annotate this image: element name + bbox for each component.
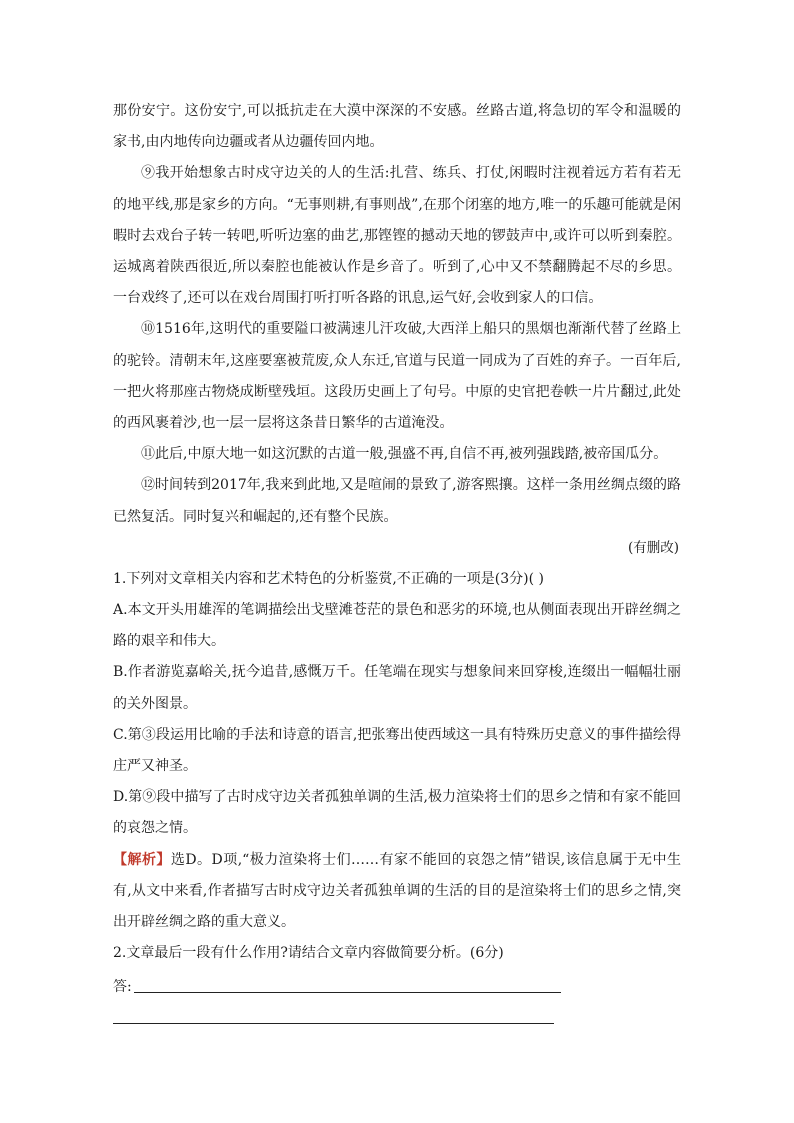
paragraph-12: ⑫时间转到2017年,我来到此地,又是喧闹的景致了,游客熙攘。这样一条用丝绸点缀的路已然复活。同时复兴和崛起的,还有整个民族。 [113, 477, 681, 525]
answer-label: 答: [113, 979, 132, 995]
answer-line-1[interactable] [134, 992, 561, 993]
document-body [113, 96, 681, 969]
analysis [113, 845, 681, 939]
source-note: (有删改) [627, 539, 679, 556]
question-1-option-b: B.作者游览嘉峪关,抚今追昔,感慨万千。任笔端在现实与想象间来回穿梭,连缀出一幅幅壮丽的关外图景。 [113, 664, 681, 712]
question-1-option-a: A.本文开头用雄浑的笔调描绘出戈壁滩苍茫的景色和恶劣的环境,也从侧面表现出开辟丝绸之路的艰辛和伟大。 [113, 602, 681, 650]
paragraph-10: ⑩1516年,这明代的重要隘口被满速儿汗攻破,大西洋上船只的黑烟也渐渐代替了丝路上的驼铃。清朝末年,这座要塞被荒废,众人东迁,官道与民道一同成为了百姓的弃子。一百年后,一把火将那座古物烧成断壁残垣。这段历史画上了句号。中原的史官把卷帙一片片翻过,此处的西风裹着沙,也一层一层将这条昔日繁华的古道淹没。 [113, 321, 681, 432]
paragraph-9: ⑨我开始想象古时戍守边关的人的生活:扎营、练兵、打仗,闲暇时注视着远方若有若无的地平线,那是家乡的方向。“无事则耕,有事则战”,在那个闭塞的地方,唯一的乐趣可能就是闲暇时去戏台子转一转吧,听听边塞的曲艺,那铿铿的撼动天地的锣鼓声中,或许可以听到秦腔。运城离着陕西很近,所以秦腔也能被认作是乡音了。听到了,心中又不禁翻腾起不尽的乡思。一台戏终了,还可以在戏台周围打听打听各路的讯息,运气好,会收到家人的口信。 [113, 165, 681, 307]
answer-line-2[interactable] [113, 1023, 554, 1024]
paragraph-8-tail: 那份安宁。这份安宁,可以抵抗走在大漠中深深的不安感。丝路古道,将急切的军令和温暖的家书,由内地传向边疆或者从边疆传回内地。 [113, 103, 681, 151]
analysis-text: 选D。D项,“极力渲染将士们……有家不能回的哀怨之情”错误,该信息属于无中生有,从文中来看,作者描写古时戍守边关者孤独单调的生活的目的是渲染将士们的思乡之情,突出开辟丝绸之路的重大意义。 [113, 851, 682, 931]
question-1-option-c: C.第③段运用比喻的手法和诗意的语言,把张骞出使西域这一具有特殊历史意义的事件描绘得庄严又神圣。 [113, 726, 681, 775]
question-1-option-d: D.第⑨段中描写了古时戍守边关者孤独单调的生活,极力渲染将士们的思乡之情和有家不能回的哀怨之情。 [113, 789, 681, 837]
analysis-tag: 【解析】 [113, 851, 171, 868]
paragraph-11: ⑪此后,中原大地一如这沉默的古道一般,强盛不再,自信不再,被列强践踏,被帝国瓜分。 [141, 446, 668, 463]
question-1-stem: 1.下列对文章相关内容和艺术特色的分析鉴赏,不正确的一项是(3分)( ) [113, 570, 545, 587]
question-2-stem: 2.文章最后一段有什么作用?请结合文章内容做简要分析。(6分) [113, 945, 504, 962]
